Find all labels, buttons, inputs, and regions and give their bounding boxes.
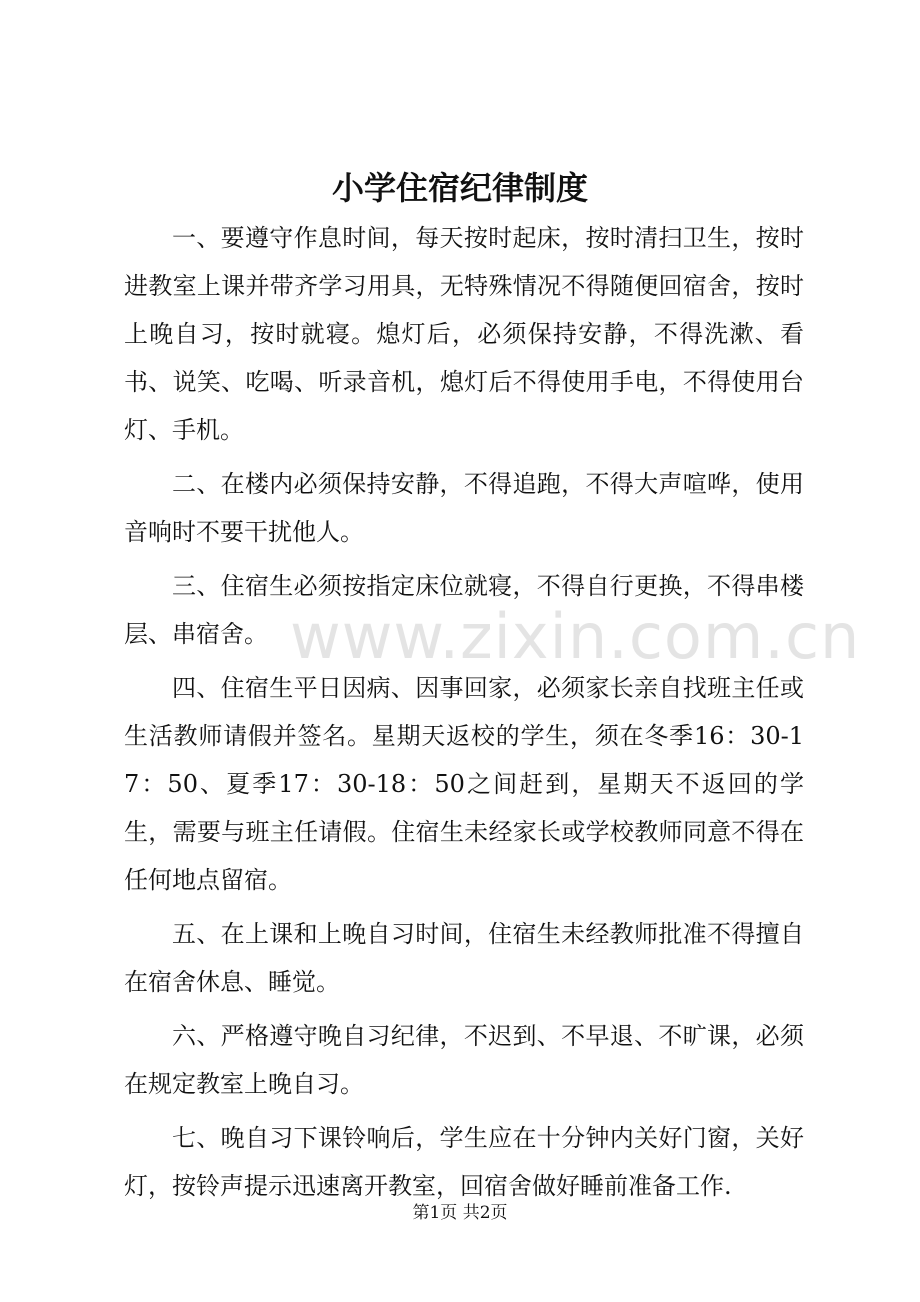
page-number-footer: 第1页 共2页 <box>412 1203 508 1223</box>
watermark: www.zixin.com.cn <box>290 600 861 673</box>
paragraph-1: 一、要遵守作息时间，每天按时起床，按时清扫卫生，按时进教室上课并带齐学习用具，无特殊情况不得随便回宿舍，按时上晚自习，按时就寝。熄灯后，必须保持安静，不得洗漱、看书、说笑、吃喝、听录音机，熄灯后不得使用手电，不得使用台灯、手机。 <box>124 224 804 444</box>
paragraph-3: 三、住宿生必须按指定床位就寝，不得自行更换，不得串楼层、串宿舍。 <box>124 572 804 648</box>
document-body <box>124 214 861 1216</box>
paragraph-7: 七、晚自习下课铃响后，学生应在十分钟内关好门窗，关好灯，按铃声提示迅速离开教室，回宿舍做好睡前准备工作. <box>124 1124 804 1200</box>
paragraph-4: 四、住宿生平日因病、因事回家，必须家长亲自找班主任或生活教师请假并签名。星期天返校的学生，须在冬季16：30-17：50、夏季17：30-18：50之间赶到，星期天不返回的学生，需要与班主任请假。住宿生未经家长或学校教师同意不得在任何地点留宿。 <box>124 674 804 894</box>
paragraph-2: 二、在楼内必须保持安静，不得追跑，不得大声喧哗，使用音响时不要干扰他人。 <box>124 470 804 546</box>
paragraph-5: 五、在上课和上晚自习时间，住宿生未经教师批准不得擅自在宿舍休息、睡觉。 <box>124 920 804 996</box>
document-title: 小学住宿纪律制度 <box>331 169 588 207</box>
paragraph-6: 六、严格遵守晚自习纪律，不迟到、不早退、不旷课，必须在规定教室上晚自习。 <box>124 1022 804 1098</box>
